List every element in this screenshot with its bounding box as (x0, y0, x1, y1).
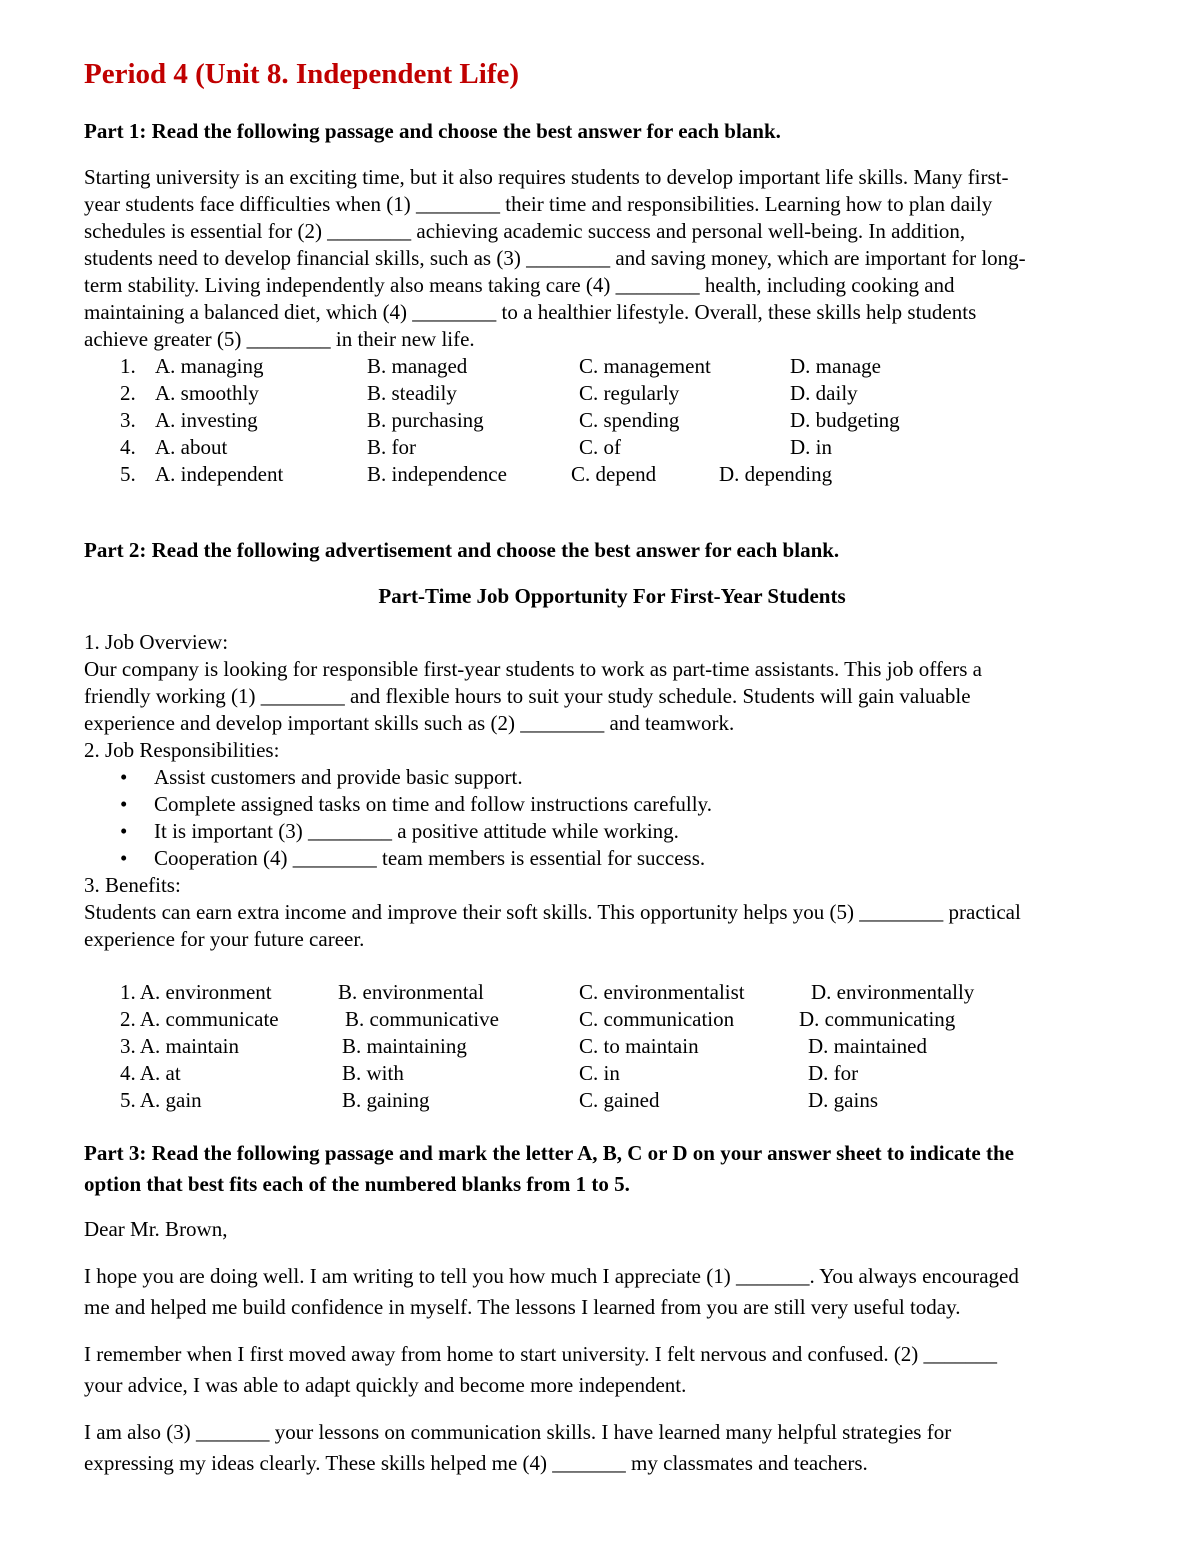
option-b: B. steadily (367, 381, 457, 405)
question-number: 1. (120, 354, 136, 378)
responsibility-text: It is important (3) ________ a positive attitude while working. (154, 819, 679, 843)
list-item (84, 818, 1140, 845)
responsibility-text: Complete assigned tasks on time and follow instructions carefully. (154, 792, 712, 816)
question-number: 5. (120, 462, 136, 486)
bullet-icon: • (120, 819, 128, 843)
list-item (84, 845, 1140, 872)
paragraph-line: your advice, I was able to adapt quickly and become more independent. (84, 1373, 687, 1397)
paragraph-line: I remember when I first moved away from home to start university. I felt nervous and confused. (2) _______ (84, 1342, 998, 1366)
option-c: C. communication (579, 1007, 735, 1031)
letter-paragraph (84, 1339, 1140, 1401)
question-number: 2. (120, 381, 136, 405)
option-d: D. budgeting (790, 408, 900, 432)
part-3 (84, 1138, 1140, 1479)
benefits-line: Students can earn extra income and improve their soft skills. This opportunity helps you (5) ________ practical (84, 900, 1021, 924)
option-b: B. with (342, 1061, 404, 1085)
option-a: 5. A. gain (120, 1088, 202, 1112)
responsibility-text: Cooperation (4) ________ team members is essential for success. (154, 846, 706, 870)
option-row (84, 1006, 1140, 1033)
responsibility-text: Assist customers and provide basic support. (154, 765, 523, 789)
option-c: C. of (579, 435, 621, 459)
responsibilities-list (84, 764, 1140, 872)
paragraph-line: I am also (3) _______ your lessons on communication skills. I have learned many helpful strategies for (84, 1420, 952, 1444)
option-d: D. gains (808, 1088, 878, 1112)
paragraph-line: me and helped me build confidence in myself. The lessons I learned from you are still very useful today. (84, 1295, 961, 1319)
option-a: A. managing (155, 354, 264, 378)
option-d: D. maintained (808, 1034, 927, 1058)
option-d: D. manage (790, 354, 881, 378)
option-b: B. communicative (345, 1007, 499, 1031)
overview-line: Our company is looking for responsible first-year students to work as part-time assistants. This job offers a (84, 657, 982, 681)
part-2-options (84, 979, 1140, 1114)
ad-title: Part-Time Job Opportunity For First-Year Students (378, 584, 846, 608)
option-c: C. management (579, 354, 711, 378)
option-row (84, 407, 1140, 434)
option-d: D. communicating (799, 1007, 956, 1031)
option-a: A. smoothly (155, 381, 259, 405)
option-row (84, 380, 1140, 407)
option-a: 2. A. communicate (120, 1007, 279, 1031)
option-a: 1. A. environment (120, 980, 272, 1004)
bullet-icon: • (120, 792, 128, 816)
part-1-options (84, 353, 1140, 488)
page-title: Period 4 (Unit 8. Independent Life) (84, 58, 519, 90)
option-d: D. daily (790, 381, 858, 405)
option-row (84, 434, 1140, 461)
passage-line: schedules is essential for (2) ________ achieving academic success and personal well-being. In addition, (84, 219, 966, 243)
letter-greeting: Dear Mr. Brown, (84, 1217, 228, 1241)
part-1 (84, 118, 1140, 488)
benefits-label: 3. Benefits: (84, 873, 181, 897)
option-b: B. independence (367, 462, 507, 486)
letter-paragraph (84, 1417, 1140, 1479)
option-c: C. gained (579, 1088, 660, 1112)
option-b: B. gaining (342, 1088, 430, 1112)
option-d: D. environmentally (811, 980, 975, 1004)
part-3-heading-line: Part 3: Read the following passage and mark the letter A, B, C or D on your answer sheet to indicate the (84, 1141, 1014, 1165)
option-c: C. environmentalist (579, 980, 745, 1004)
option-c: C. spending (579, 408, 680, 432)
option-d: D. for (808, 1061, 859, 1085)
passage-line: maintaining a balanced diet, which (4) ________ to a healthier lifestyle. Overall, these skills help students (84, 300, 977, 324)
option-c: C. to maintain (579, 1034, 699, 1058)
option-row (84, 979, 1140, 1006)
part-2-heading: Part 2: Read the following advertisement and choose the best answer for each blank. (84, 538, 840, 562)
paragraph-line: I hope you are doing well. I am writing to tell you how much I appreciate (1) _______. You always encouraged (84, 1264, 1019, 1288)
bullet-icon: • (120, 765, 128, 789)
option-a: 4. A. at (120, 1061, 181, 1085)
passage-line: term stability. Living independently also means taking care (4) ________ health, including cooking and (84, 273, 955, 297)
passage-line: Starting university is an exciting time, but it also requires students to develop important life skills. Many first- (84, 165, 1009, 189)
part-1-heading: Part 1: Read the following passage and choose the best answer for each blank. (84, 119, 781, 143)
overview-line: experience and develop important skills such as (2) ________ and teamwork. (84, 711, 735, 735)
passage-line: students need to develop financial skills, such as (3) ________ and saving money, which are important for long- (84, 246, 1026, 270)
letter-paragraph (84, 1261, 1140, 1323)
option-c: C. in (579, 1061, 620, 1085)
option-b: B. environmental (338, 980, 484, 1004)
question-number: 3. (120, 408, 136, 432)
part-2 (84, 537, 1140, 1114)
option-d: D. depending (719, 462, 833, 486)
job-overview-label: 1. Job Overview: (84, 630, 229, 654)
option-b: B. for (367, 435, 416, 459)
option-a: A. about (155, 435, 228, 459)
question-number: 4. (120, 435, 136, 459)
option-a: A. investing (155, 408, 258, 432)
passage-line: year students face difficulties when (1) ________ their time and responsibilities. Learning how to plan daily (84, 192, 993, 216)
bullet-icon: • (120, 846, 128, 870)
overview-line: friendly working (1) ________ and flexible hours to suit your study schedule. Students will gain valuable (84, 684, 971, 708)
option-a: 3. A. maintain (120, 1034, 239, 1058)
option-c: C. depend (571, 462, 657, 486)
option-row (84, 353, 1140, 380)
option-row (84, 1087, 1140, 1114)
option-d: D. in (790, 435, 832, 459)
option-b: B. maintaining (342, 1034, 467, 1058)
passage-line: achieve greater (5) ________ in their new life. (84, 327, 475, 351)
part-1-passage (84, 164, 1140, 353)
option-c: C. regularly (579, 381, 680, 405)
option-row (84, 461, 1140, 488)
list-item (84, 764, 1140, 791)
list-item (84, 791, 1140, 818)
option-b: B. managed (367, 354, 468, 378)
benefits-line: experience for your future career. (84, 927, 365, 951)
job-responsibilities-label: 2. Job Responsibilities: (84, 738, 280, 762)
option-b: B. purchasing (367, 408, 484, 432)
paragraph-line: expressing my ideas clearly. These skills helped me (4) _______ my classmates and teachers. (84, 1451, 868, 1475)
worksheet-page (84, 56, 1140, 1479)
option-row (84, 1033, 1140, 1060)
part-3-heading-line: option that best fits each of the numbered blanks from 1 to 5. (84, 1172, 630, 1196)
option-a: A. independent (155, 462, 284, 486)
option-row (84, 1060, 1140, 1087)
